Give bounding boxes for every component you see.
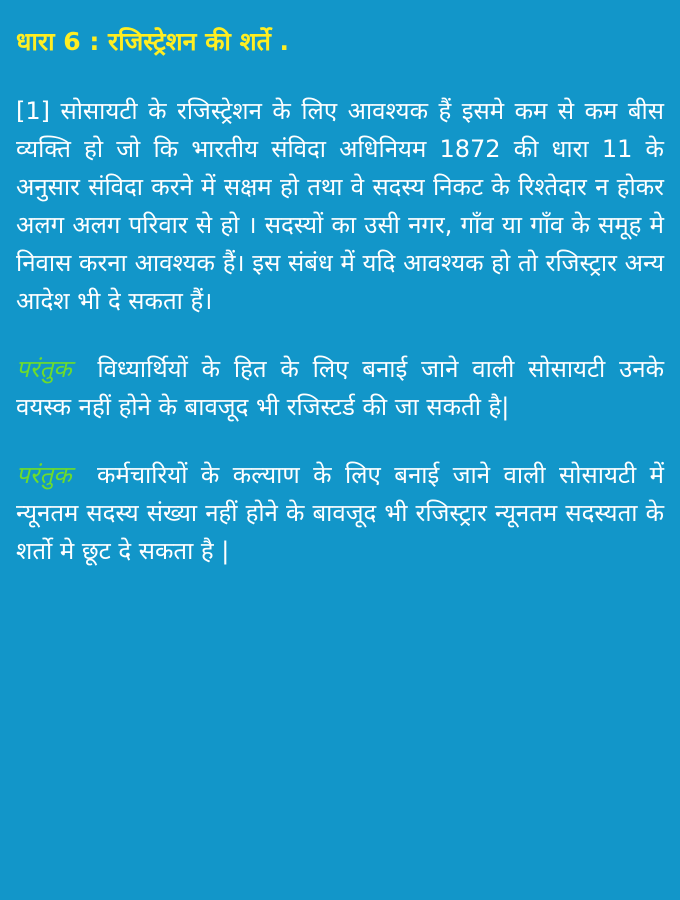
proviso-label: परंतुक bbox=[16, 355, 72, 383]
proviso-employees-paragraph bbox=[16, 456, 664, 570]
section-heading: धारा 6 : रजिस्ट्रेशन की शर्ते . bbox=[16, 27, 290, 56]
proviso-students-text: विध्यार्थियों के हित के लिए बनाई जाने वाली सोसायटी उनके वयस्क नहीं होने के बावजूद भी रजिस्टर्ड की जा सकती है| bbox=[16, 355, 664, 421]
proviso-employees-text: कर्मचारियों के कल्याण के लिए बनाई जाने वाली सोसायटी में न्यूनतम सदस्य संख्या नहीं होने के बावजूद भी रजिस्ट्रार न्यूनतम सदस्यता के शर्तो मे छूट दे सकता है | bbox=[16, 461, 664, 565]
registration-conditions-paragraph: [1] सोसायटी के रजिस्ट्रेशन के लिए आवश्यक हैं इसमे कम से कम बीस व्यक्ति हो जो कि भारतीय संविदा अधिनियम 1872 की धारा 11 के अनुसार संविदा करने में सक्षम हो तथा वे सदस्य निकट के रिश्तेदार न होकर अलग अलग परिवार से हो । सदस्यों का उसी नगर, गाँव या गाँव के समूह मे निवास करना आवश्यक हैं। इस संबंध में यदि आवश्यक हो तो रजिस्ट्रार अन्य आदेश भी दे सकता हैं। bbox=[16, 97, 664, 315]
proviso-students-paragraph bbox=[16, 350, 664, 426]
proviso-label: परंतुक bbox=[16, 461, 72, 489]
